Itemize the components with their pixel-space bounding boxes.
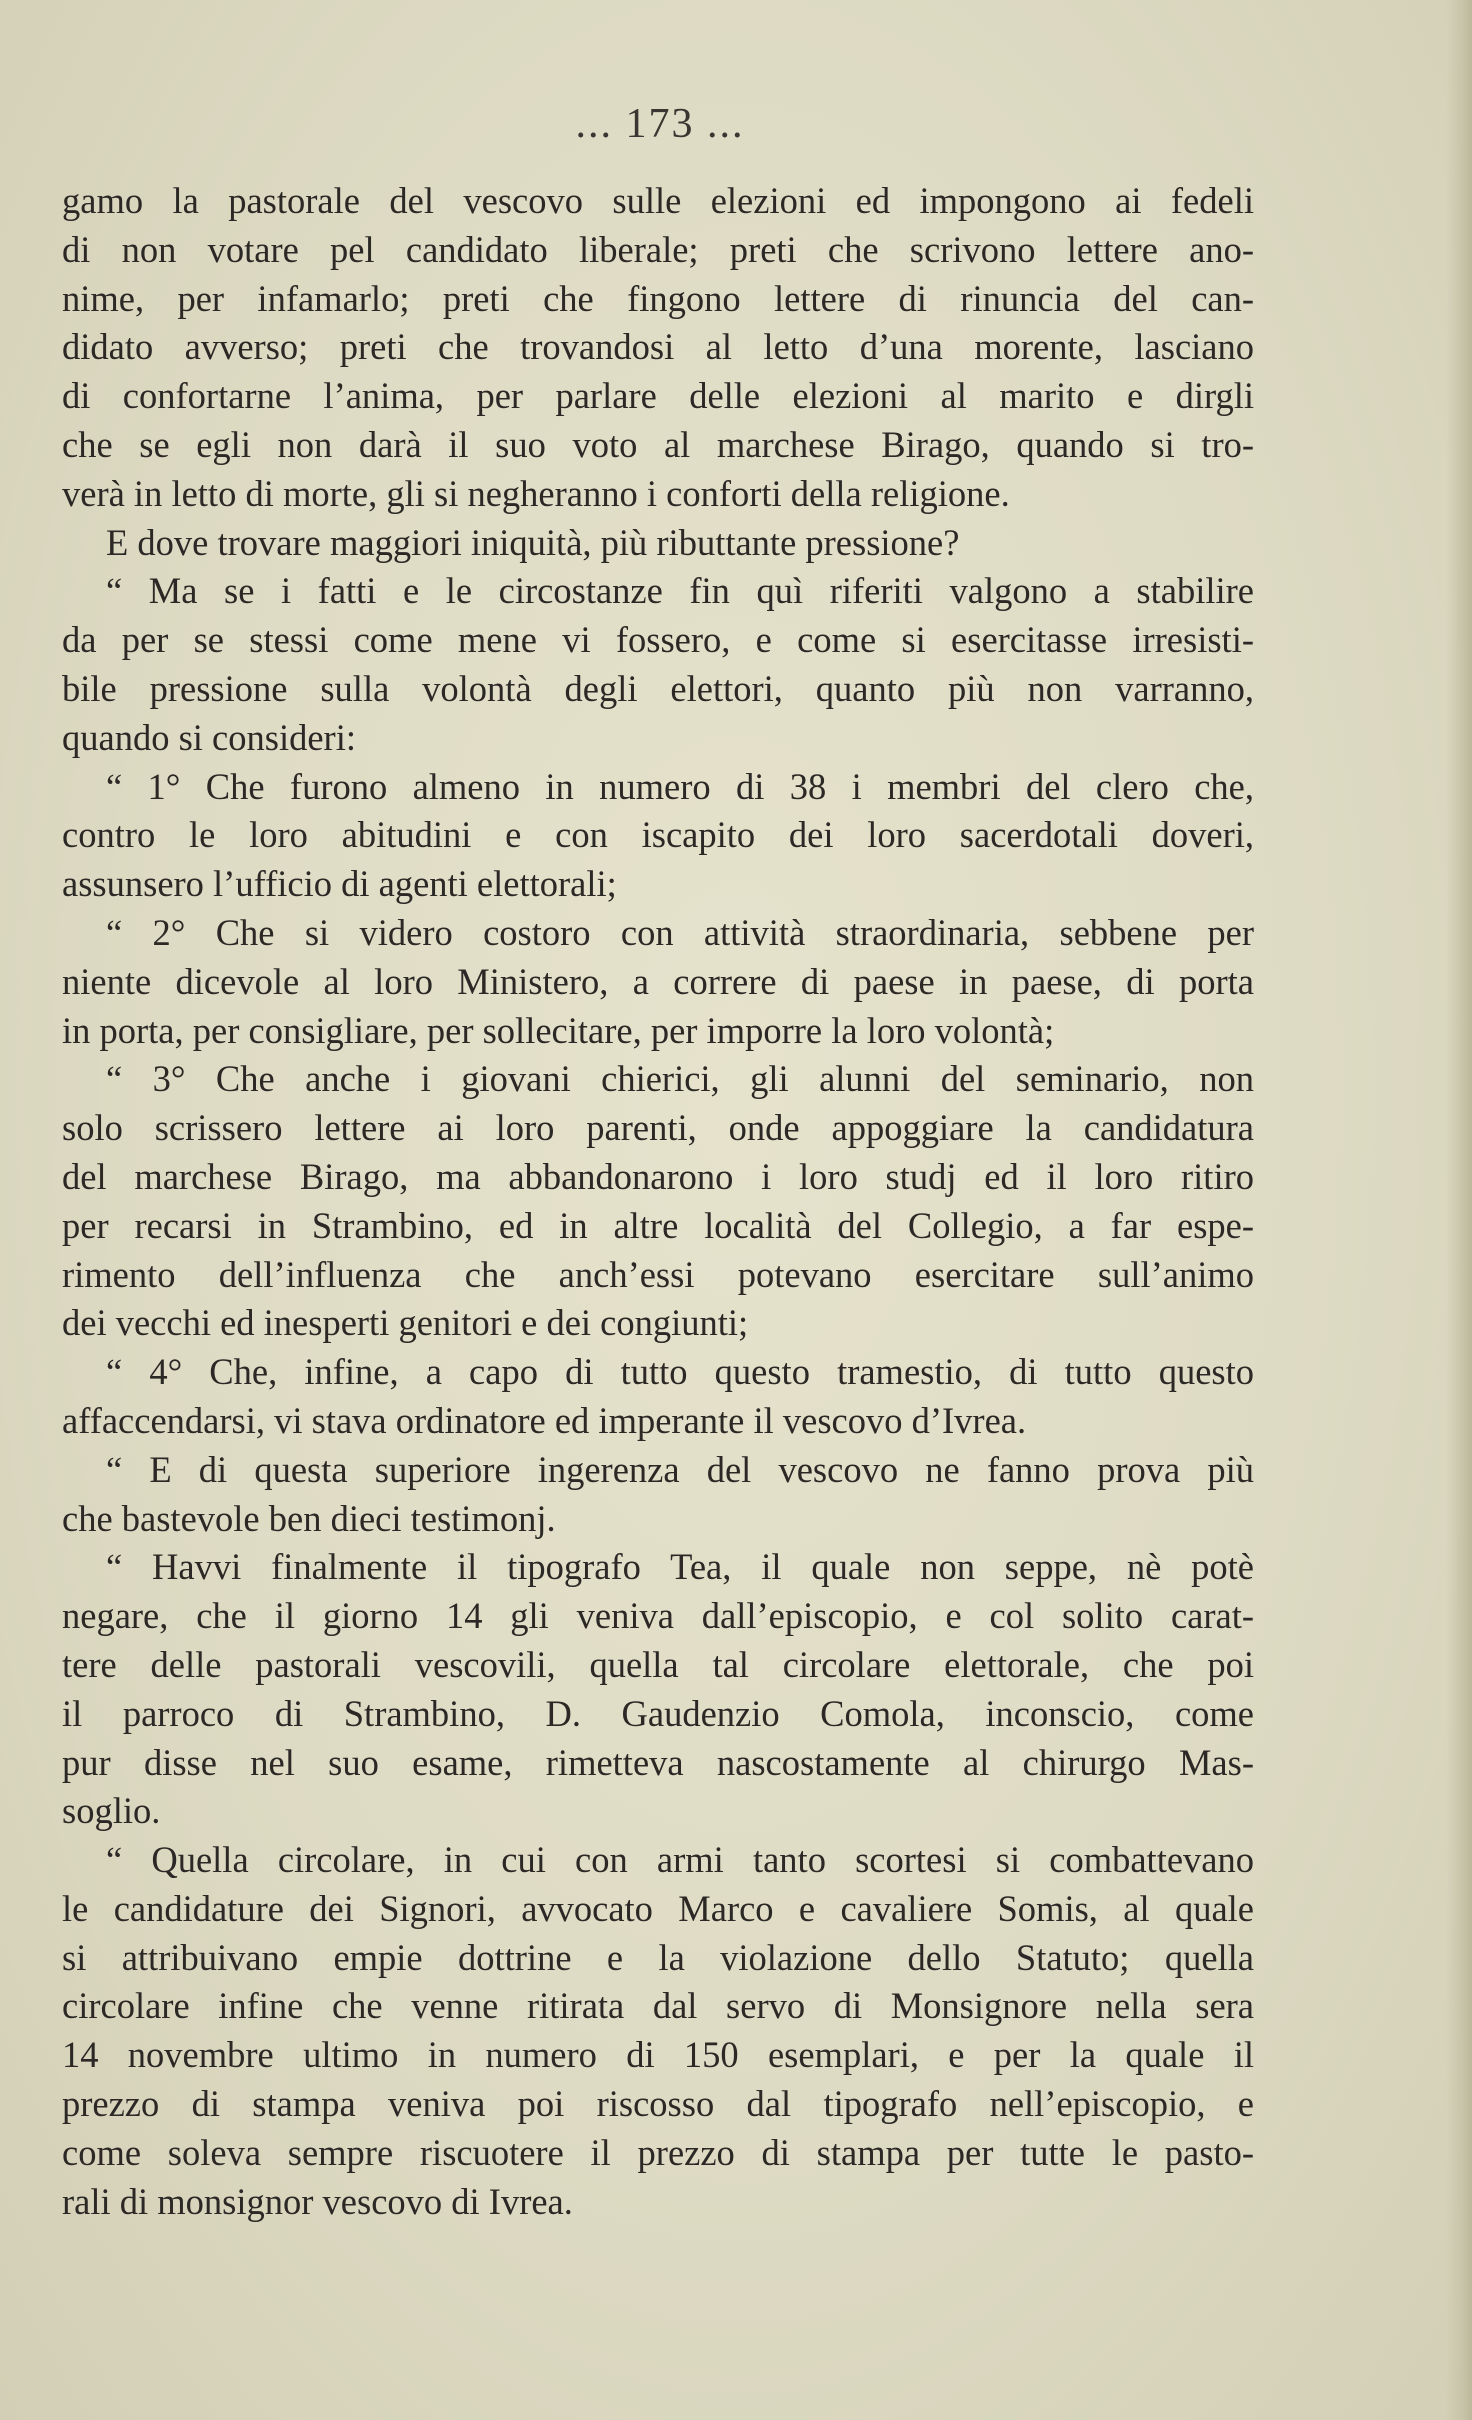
text-line: del marchese Birago, ma abbandonarono i loro studj ed il loro ritiro xyxy=(62,1155,1254,1197)
text-line: come soleva sempre riscuotere il prezzo di stampa per tutte le pasto- xyxy=(62,2131,1254,2173)
text-line: solo scrissero lettere ai loro parenti, onde appoggiare la candidatura xyxy=(62,1107,1254,1149)
text-line: negare, che il giorno 14 gli veniva dall’episcopio, e col solito carat- xyxy=(62,1595,1254,1637)
text-line: verà in letto di morte, gli si negheranno i conforti della religione. xyxy=(62,472,1010,514)
text-line: prezzo di stampa veniva poi riscosso dal tipografo nell’episcopio, e xyxy=(62,2083,1254,2125)
text-line: dei vecchi ed inesperti genitori e dei congiunti; xyxy=(62,1302,749,1344)
text-line: “ Havvi finalmente il tipografo Tea, il quale non seppe, nè potè xyxy=(106,1546,1254,1588)
text-line: bile pressione sulla volontà degli elettori, quanto più non varranno, xyxy=(62,667,1254,709)
text-line: che se egli non darà il suo voto al marchese Birago, quando si tro- xyxy=(62,423,1254,465)
text-line: gamo la pastorale del vescovo sulle elezioni ed impongono ai fedeli xyxy=(62,180,1254,221)
text-line: le candidature dei Signori, avvocato Marco e cavaliere Somis, al quale xyxy=(62,1887,1254,1929)
text-line: “ 3° Che anche i giovani chierici, gli alunni del seminario, non xyxy=(106,1058,1254,1100)
text-line: “ 1° Che furono almeno in numero di 38 i membri del clero che, xyxy=(106,765,1254,807)
text-line: il parroco di Strambino, D. Gaudenzio Comola, inconscio, come xyxy=(62,1692,1254,1734)
text-line: tere delle pastorali vescovili, quella tal circolare elettorale, che poi xyxy=(62,1643,1254,1685)
text-line: soglio. xyxy=(62,1790,161,1832)
text-line: circolare infine che venne ritirata dal servo di Monsignore nella sera xyxy=(62,1985,1254,2027)
text-line: E dove trovare maggiori iniquità, più ributtante pressione? xyxy=(106,521,960,563)
text-line: “ Quella circolare, in cui con armi tanto scortesi si combattevano xyxy=(106,1839,1254,1881)
text-line: didato avverso; preti che trovandosi al letto d’una morente, lasciano xyxy=(62,326,1254,368)
text-line: affaccendarsi, vi stava ordinatore ed imperante il vescovo d’Ivrea. xyxy=(62,1399,1027,1441)
text-line: 14 novembre ultimo in numero di 150 esemplari, e per la quale il xyxy=(62,2034,1254,2076)
text-line: “ 2° Che si videro costoro con attività straordinaria, sebbene per xyxy=(106,911,1254,953)
text-line: quando si consideri: xyxy=(62,716,356,758)
text-line: “ E di questa superiore ingerenza del vescovo ne fanno prova più xyxy=(106,1448,1254,1490)
text-line: in porta, per consigliare, per sollecitare, per imporre la loro volontà; xyxy=(62,1009,1055,1051)
text-line: assunsero l’ufficio di agenti elettorali; xyxy=(62,863,617,905)
text-line: pur disse nel suo esame, rimetteva nascostamente al chirurgo Mas- xyxy=(62,1741,1254,1783)
text-line: “ Ma se i fatti e le circostanze fin quì riferiti valgono a stabilire xyxy=(106,570,1254,612)
text-line: nime, per infamarlo; preti che fingono lettere di rinuncia del can- xyxy=(62,277,1254,319)
text-line: niente dicevole al loro Ministero, a correre di paese in paese, di porta xyxy=(62,960,1254,1002)
page-body-text xyxy=(62,177,1254,2226)
text-line: di non votare pel candidato liberale; preti che scrivono lettere ano- xyxy=(62,228,1254,270)
page-edge-shadow xyxy=(1446,0,1472,2420)
text-line: per recarsi in Strambino, ed in altre località del Collegio, a far espe- xyxy=(62,1204,1254,1246)
page-number: ... 173 ... xyxy=(575,101,745,147)
text-line: contro le loro abitudini e con iscapito dei loro sacerdotali doveri, xyxy=(62,814,1254,856)
text-line: da per se stessi come mene vi fossero, e come si esercitasse irresisti- xyxy=(62,619,1254,661)
text-line: rali di monsignor vescovo di Ivrea. xyxy=(62,2180,573,2222)
text-line: che bastevole ben dieci testimonj. xyxy=(62,1497,556,1539)
text-line: rimento dell’influenza che anch’essi potevano esercitare sull’animo xyxy=(62,1253,1254,1295)
text-line: “ 4° Che, infine, a capo di tutto questo tramestio, di tutto questo xyxy=(106,1351,1254,1393)
text-line: si attribuivano empie dottrine e la violazione dello Statuto; quella xyxy=(62,1936,1254,1978)
text-line: di confortarne l’anima, per parlare delle elezioni al marito e dirgli xyxy=(62,375,1254,417)
